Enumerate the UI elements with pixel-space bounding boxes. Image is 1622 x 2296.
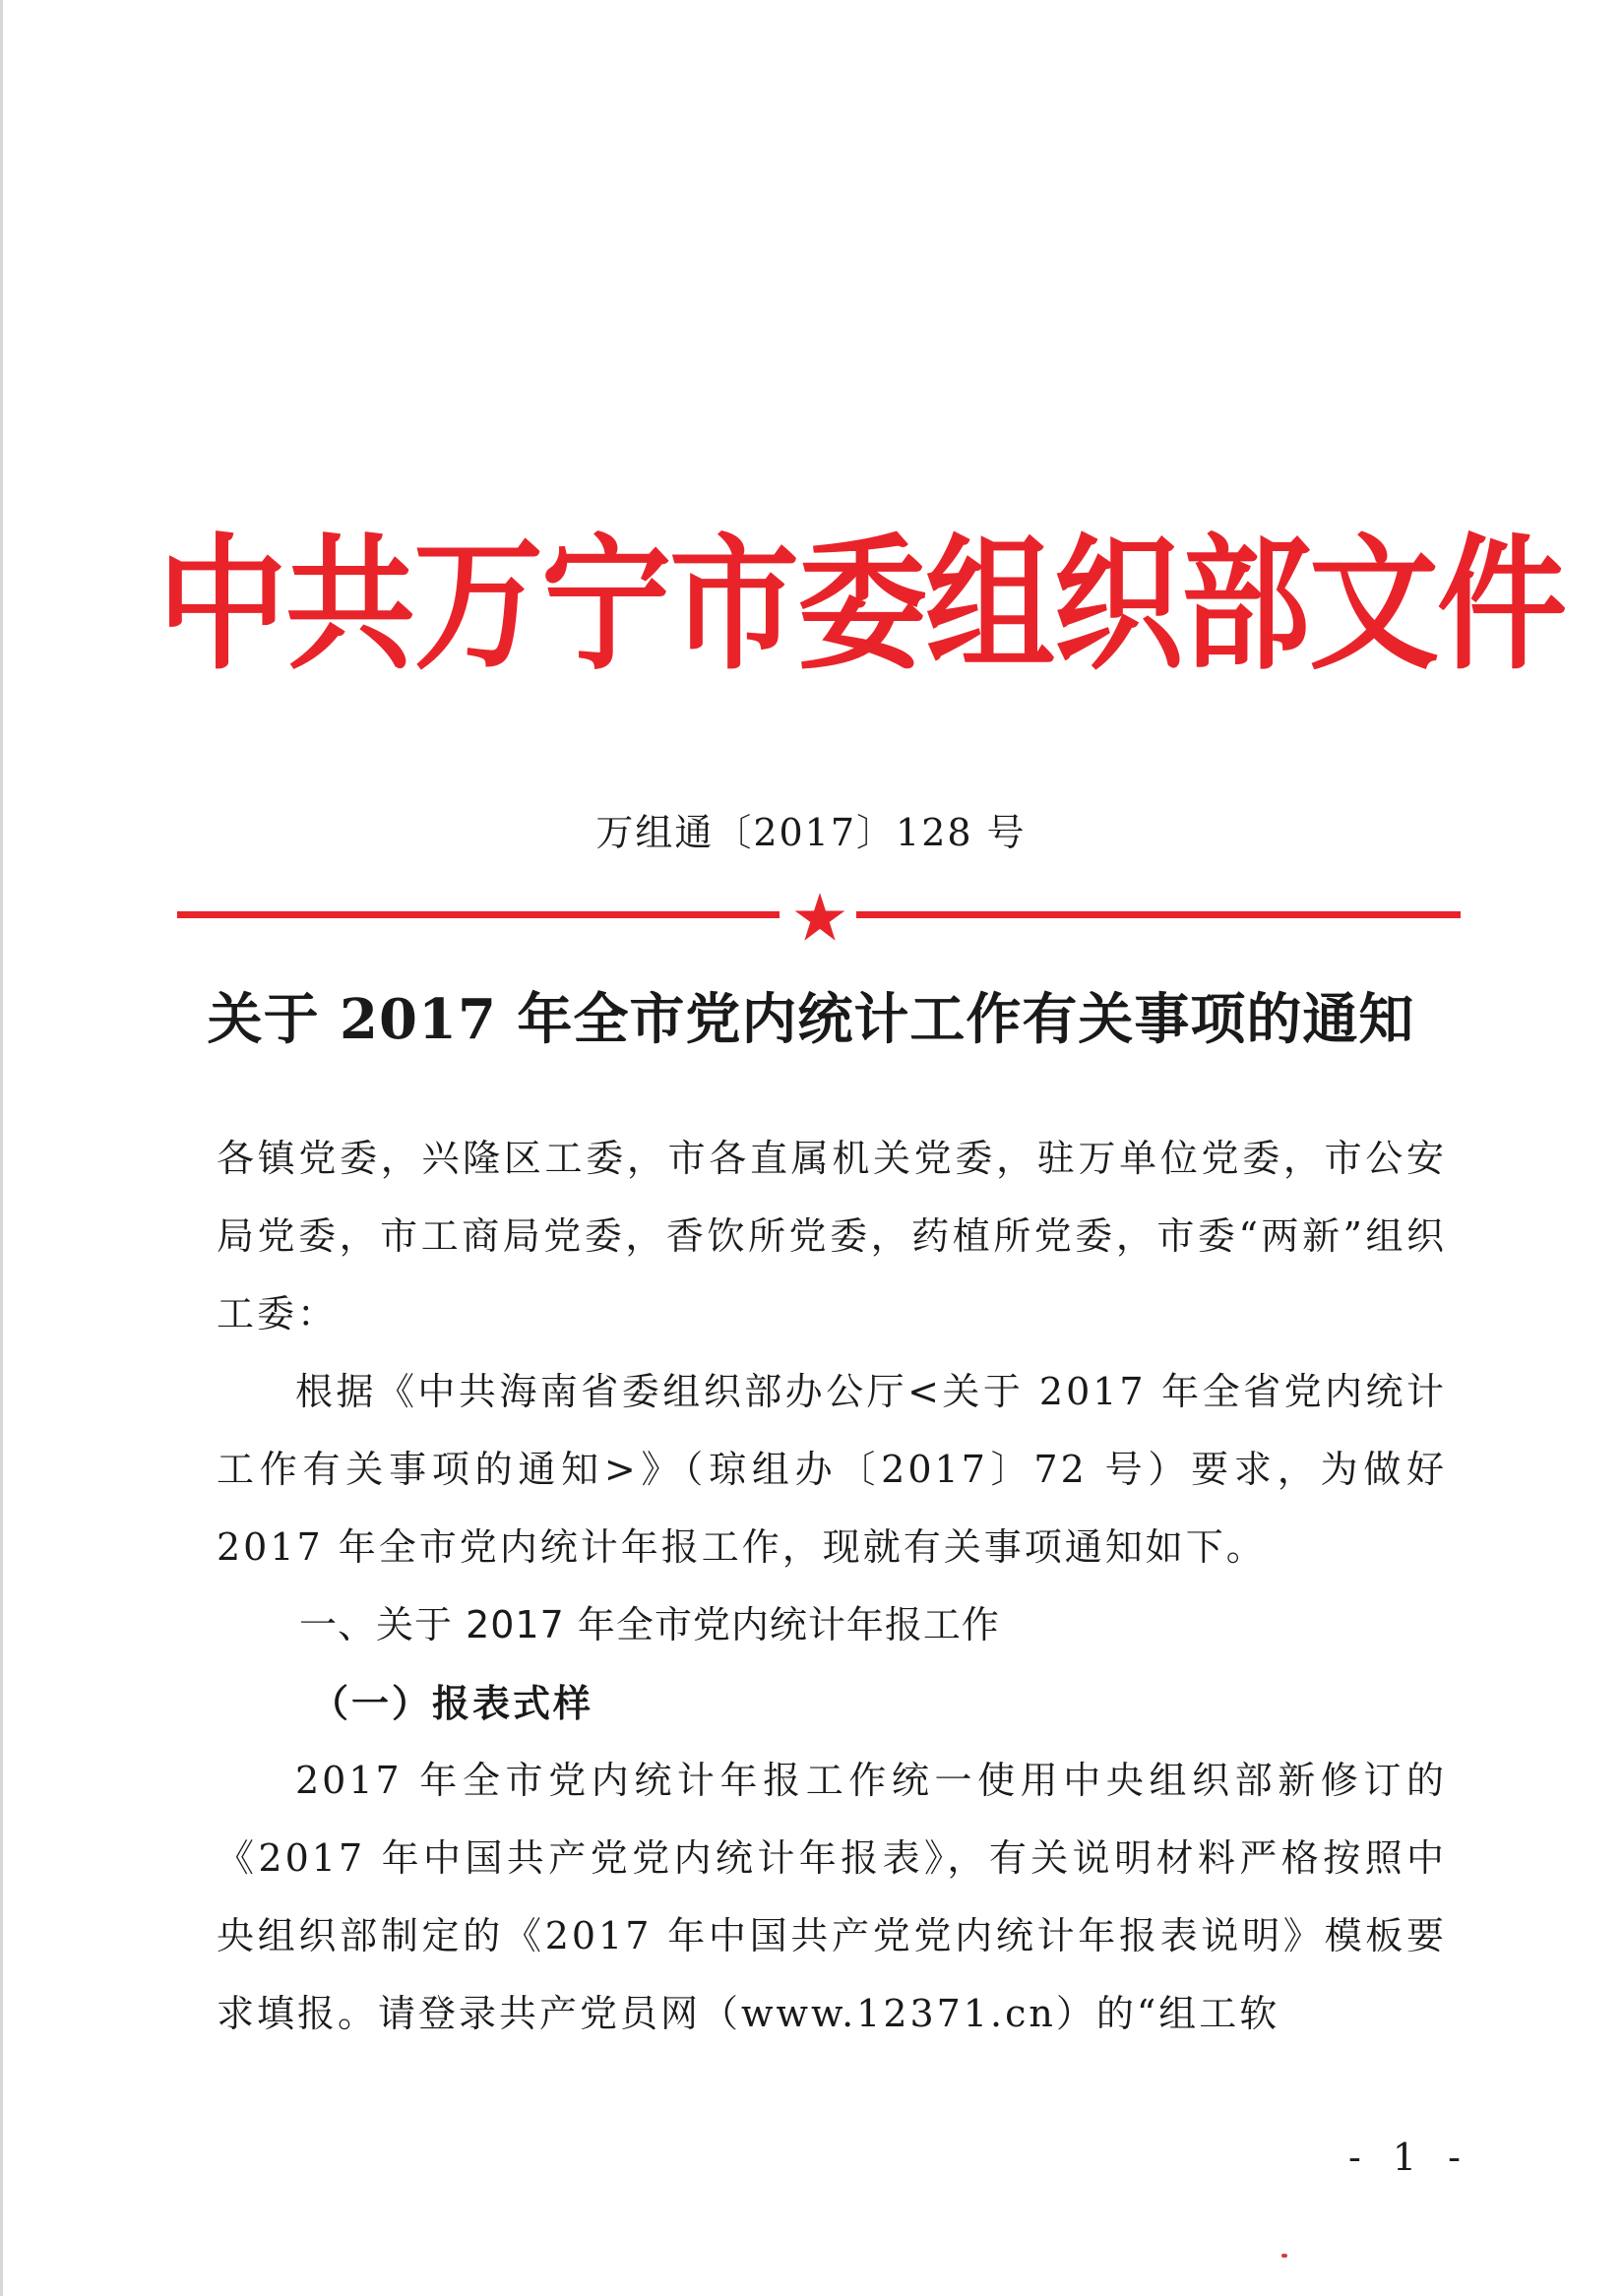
document-body (217, 1120, 1447, 2053)
subsection-paragraph-1: 2017 年全市党内统计年报工作统一使用中央组织部新修订的《2017 年中国共产党党内统计年报表》，有关说明材料严格按照中央组织部制定的《2017 年中国共产党党内统计年报表说明》模板要求填报。请登录共产党员网（www.12371.cn）的“组工软 (217, 1759, 1447, 2035)
subsection-heading-1: （一）报表式样 (311, 1681, 594, 1725)
document-title: 关于 2017 年全市党内统计工作有关事项的通知 (207, 987, 1415, 1052)
masthead-title: 中共万宁市委组织部文件 (157, 520, 1565, 691)
red-separator-right (856, 911, 1461, 918)
section-heading-1: 一、关于 2017 年全市党内统计年报工作 (299, 1603, 1000, 1646)
intro-paragraph: 根据《中共海南省委组织部办公厅<关于 2017 年全省党内统计工作有关事项的通知>》（琼组办〔2017〕72 号）要求，为做好 2017 年全市党内统计年报工作，现就有关事项通知如下。 (217, 1370, 1447, 1569)
red-separator-left (177, 911, 780, 918)
page-number: - 1 - (1348, 2136, 1471, 2179)
document-number: 万组通〔2017〕128 号 (595, 811, 1027, 854)
addressee: 各镇党委，兴隆区工委，市各直属机关党委，驻万单位党委，市公安局党委，市工商局党委，香饮所党委，药植所党委，市委“两新”组织工委： (217, 1137, 1447, 1335)
scan-speck (1281, 2254, 1287, 2258)
red-star-icon (793, 891, 846, 944)
